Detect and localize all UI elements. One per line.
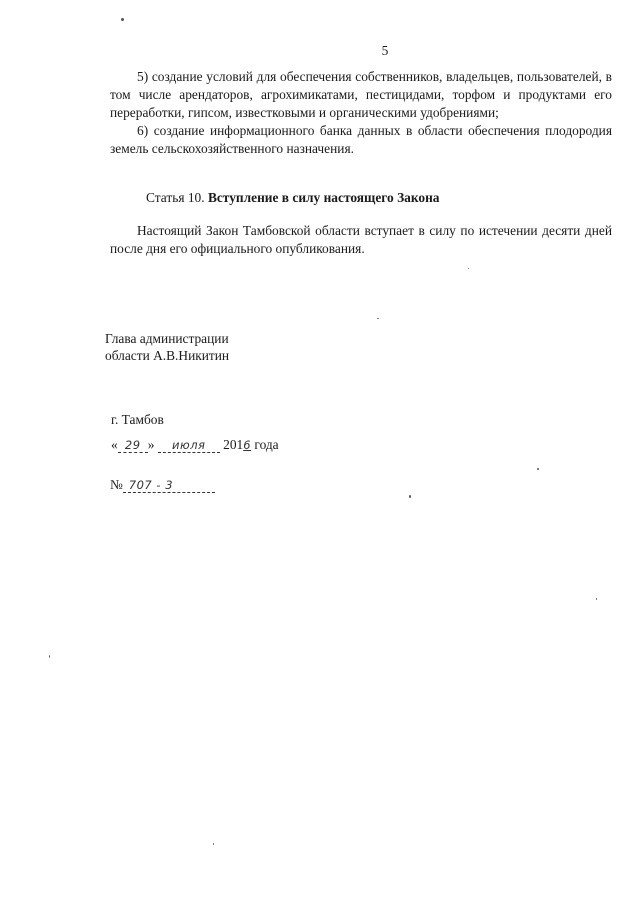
scan-speck (49, 655, 50, 658)
page-number: 5 (381, 43, 389, 58)
scan-speck (213, 843, 214, 845)
article-number: Статья 10. (146, 190, 205, 205)
article-items (110, 68, 612, 158)
place-of-signing: г. Тамбов (111, 412, 164, 427)
scan-speck (537, 468, 539, 470)
law-number-line (110, 476, 215, 494)
scan-speck (121, 18, 124, 21)
law-number: 707 - 3 (123, 478, 215, 493)
article-text: Настоящий Закон Тамбовской области вступает в силу по истечении десяти дней после дня его официального опубликования. (110, 223, 612, 256)
scan-speck (409, 495, 411, 498)
date-day: 29 (118, 438, 148, 453)
signature-block (105, 330, 229, 364)
signature-position: Глава администрации (105, 331, 229, 346)
date-month: июля (158, 438, 220, 453)
date-line (111, 436, 279, 454)
date-close-quote: » (147, 437, 155, 452)
article-body (110, 222, 612, 258)
scan-speck (377, 318, 379, 319)
date-year-digit: 6 (243, 438, 252, 452)
article-heading (146, 189, 439, 207)
item-6: 6) создание информационного банка данных в области обеспечения плодородия земель сельскохозяйственного назначения. (110, 123, 612, 156)
signature-name: области А.В.Никитин (105, 348, 230, 363)
item-5: 5) создание условий для обеспечения собственников, владельцев, пользователей, в том числе арендаторов, агрохимикатами, пестицидами, торфом и продуктами его переработки, гипсом, известковыми и органическими удобрениями; (110, 69, 612, 120)
article-title: Вступление в силу настоящего Закона (207, 190, 440, 205)
scan-speck (468, 268, 469, 269)
date-year-prefix: 201 (223, 437, 244, 452)
scan-speck (596, 598, 597, 600)
date-suffix: года (254, 437, 279, 452)
date-open-quote: « (111, 437, 118, 452)
number-sign: № (110, 477, 123, 492)
